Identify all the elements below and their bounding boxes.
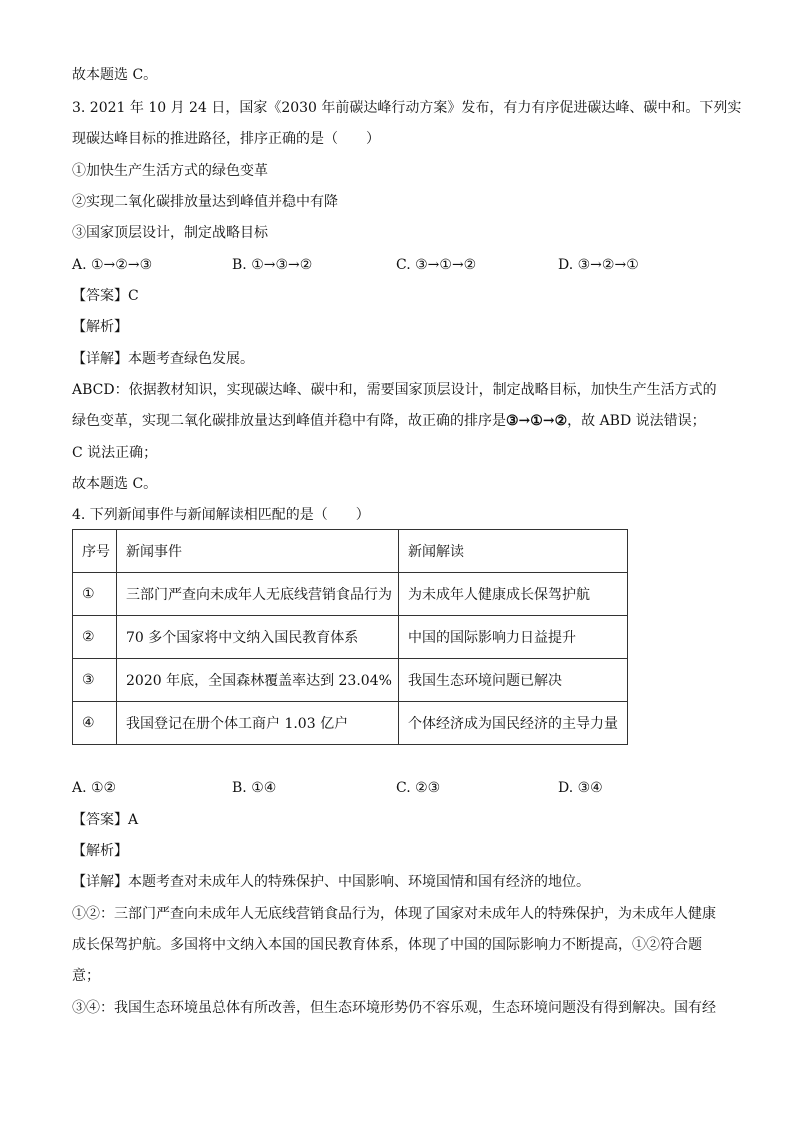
q3-detail: 【详解】本题考查绿色发展。 bbox=[72, 351, 254, 367]
question-4-stem: 4. 下列新闻事件与新闻解读相匹配的是（ ） bbox=[72, 507, 370, 523]
q3-option-c: C. ③→①→② bbox=[396, 257, 477, 273]
table-cell: 中国的国际影响力日益提升 bbox=[399, 616, 628, 659]
q4-explanation-1: ①②：三部门严查向未成年人无底线营销食品行为，体现了国家对未成年人的特殊保护，为未成年人健康 bbox=[72, 906, 716, 922]
table-row bbox=[73, 573, 628, 616]
q4-explanation-4: ③④：我国生态环境虽总体有所改善，但生态环境形势仍不容乐观，生态环境问题没有得到解决。国有经 bbox=[72, 1000, 716, 1016]
q3-item-2: ②实现二氧化碳排放量达到峰值并稳中有降 bbox=[72, 194, 338, 210]
table-header-row bbox=[73, 530, 628, 573]
q4-explanation-2: 成长保驾护航。多国将中文纳入本国的国民教育体系，体现了中国的国际影响力不断提高，①②符合题 bbox=[72, 937, 702, 953]
q4-analysis-label: 【解析】 bbox=[72, 843, 128, 859]
q3-analysis-label: 【解析】 bbox=[72, 319, 128, 335]
q3-option-d: D. ③→②→① bbox=[558, 257, 639, 273]
table-cell: 为未成年人健康成长保驾护航 bbox=[399, 573, 628, 616]
q4-detail: 【详解】本题考查对未成年人的特殊保护、中国影响、环境国情和国有经济的地位。 bbox=[72, 874, 590, 890]
news-table bbox=[72, 529, 628, 745]
q3-explanation-2 bbox=[72, 412, 706, 430]
conclusion-line-2: 故本题选 C。 bbox=[72, 476, 158, 492]
table-row bbox=[73, 659, 628, 702]
conclusion-line: 故本题选 C。 bbox=[72, 67, 158, 83]
q4-option-c: C. ②③ bbox=[396, 780, 441, 796]
table-row bbox=[73, 702, 628, 745]
q3-correct-order: ③→①→② bbox=[506, 413, 568, 429]
q3-option-b: B. ①→③→② bbox=[232, 257, 313, 273]
table-cell: 我国生态环境问题已解决 bbox=[399, 659, 628, 702]
q3-explanation-2-text: 绿色变革，实现二氧化碳排放量达到峰值并稳中有降，故正确的排序是 bbox=[72, 413, 506, 429]
table-cell: 2020 年底，全国森林覆盖率达到 23.04% bbox=[117, 659, 399, 702]
header-cell: 序号 bbox=[73, 530, 117, 573]
q3-item-3: ③国家顶层设计，制定战略目标 bbox=[72, 225, 268, 241]
table-cell: ① bbox=[73, 573, 117, 616]
question-3-stem-cont: 现碳达峰目标的推进路径，排序正确的是（ ） bbox=[72, 131, 380, 147]
table-cell: ④ bbox=[73, 702, 117, 745]
q3-explanation-2-tail: ，故 ABD 说法错误； bbox=[567, 413, 706, 429]
q4-option-d: D. ③④ bbox=[558, 780, 603, 796]
header-cell: 新闻事件 bbox=[117, 530, 399, 573]
question-3-stem: 3. 2021 年 10 月 24 日，国家《2030 年前碳达峰行动方案》发布，有力有序促进碳达峰、碳中和。下列实 bbox=[72, 100, 742, 116]
table-cell: 三部门严查向未成年人无底线营销食品行为 bbox=[117, 573, 399, 616]
table-row bbox=[73, 616, 628, 659]
q3-option-a: A. ①→②→③ bbox=[72, 257, 153, 273]
q3-explanation-1: ABCD：依据教材知识，实现碳达峰、碳中和，需要国家顶层设计，制定战略目标，加快生产生活方式的 bbox=[72, 382, 717, 398]
table-cell: 我国登记在册个体工商户 1.03 亿户 bbox=[117, 702, 399, 745]
q3-explanation-3: C 说法正确； bbox=[72, 445, 158, 461]
q4-option-a: A. ①② bbox=[72, 780, 117, 796]
q3-answer: 【答案】C bbox=[72, 288, 139, 304]
q3-item-1: ①加快生产生活方式的绿色变革 bbox=[72, 163, 268, 179]
q4-option-b: B. ①④ bbox=[232, 780, 277, 796]
table-cell: ③ bbox=[73, 659, 117, 702]
table-cell: 个体经济成为国民经济的主导力量 bbox=[399, 702, 628, 745]
q4-answer: 【答案】A bbox=[72, 812, 139, 828]
header-cell: 新闻解读 bbox=[399, 530, 628, 573]
q4-explanation-3: 意； bbox=[72, 968, 100, 984]
table-cell: 70 多个国家将中文纳入国民教育体系 bbox=[117, 616, 399, 659]
table-cell: ② bbox=[73, 616, 117, 659]
